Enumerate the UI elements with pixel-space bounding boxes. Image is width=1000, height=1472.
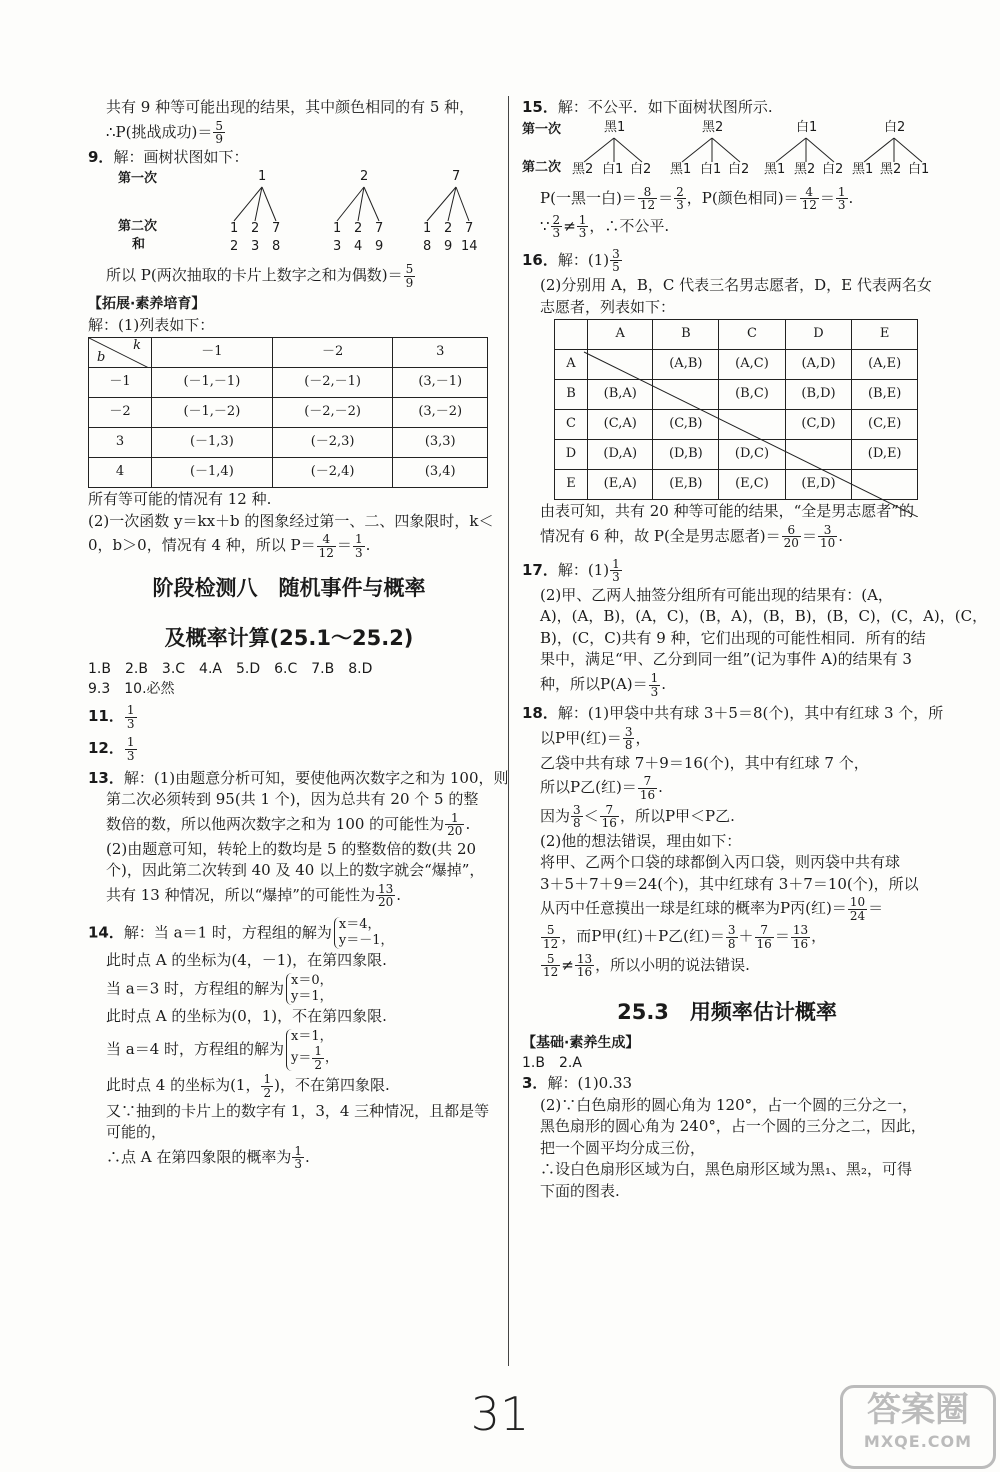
- answer-line: 1.B 2.B 3.C 4.A 5.D 6.C 7.B 8.D: [88, 660, 373, 677]
- tree-node: 黑2: [572, 161, 594, 177]
- tree-sum: 3: [251, 239, 260, 255]
- tree-node: 黑1: [604, 119, 626, 135]
- tree-node: 2: [360, 169, 369, 185]
- tree-label-first: 第一次: [118, 171, 158, 187]
- tree-diagram-9: [88, 169, 488, 261]
- fraction: $\frac{2}{3}$: [676, 184, 684, 213]
- equation-system: x＝1， y＝ $\frac{1}{2}$ ，: [286, 1029, 338, 1071]
- tree-node: 黑1: [764, 161, 786, 177]
- fraction: $\frac{1}{2}$: [263, 1072, 272, 1100]
- text-line: P(一黑一白)＝ $\frac{8}{12}$ ＝ $\frac{2}{3}$ ，P(颜色相同)＝ $\frac{4}{12}$ ＝ $\frac{1}{3}$ .: [540, 184, 854, 213]
- table-row: －2 (－1,－2) (－2,－2) (3,－2): [89, 398, 488, 428]
- text-line: 3＋5＋7＋9＝24(个)，其中红球有 3＋7＝10(个)，所以: [540, 874, 919, 893]
- answer-line: 9.3 10.必然: [88, 681, 175, 698]
- section-title: 25.3 用频率估计概率: [617, 999, 837, 1024]
- tree-node: 7: [452, 169, 461, 185]
- text-line: ∴点 A 在第四象限的概率为 $\frac{1}{3}$ .: [106, 1143, 310, 1172]
- fraction: $\frac{1}{3}$: [650, 670, 659, 699]
- fraction: $\frac{13}{16}$: [792, 923, 809, 951]
- text-line: 由表可知，共有 20 种等可能的结果，“全是男志愿者”的: [540, 502, 914, 521]
- tree-node: 黑1: [670, 161, 692, 177]
- text-line: (2)∵白色扇形的圆心角为 120°，占一个圆的三分之一，: [540, 1095, 918, 1114]
- fraction: $\frac{2}{3}$: [552, 212, 561, 241]
- tree-sum: 9: [375, 239, 384, 255]
- fraction: $\frac{4}{12}$: [318, 532, 334, 560]
- fraction: $\frac{5}{12}$: [543, 923, 559, 951]
- table-row: 4 (－1,4) (－2,4) (3,4): [89, 458, 488, 488]
- equation-system: x＝4， y＝－1，: [334, 917, 394, 950]
- fraction: $\frac{6}{20}$: [783, 522, 799, 551]
- table-diagonal: [554, 319, 918, 517]
- text-line: 第二次必须转到 95(共 1 个)，因为总共有 20 个 5 的整: [106, 790, 479, 809]
- table-header-cell: －1: [152, 338, 273, 368]
- question-9: 9．解：画树状图如下：: [88, 147, 249, 166]
- table-header-cell: －2: [272, 338, 393, 368]
- answer-line: 1.B 2.A: [522, 1055, 582, 1072]
- fraction: $\frac{3}{10}$: [819, 522, 836, 551]
- text-line: 可能的，: [106, 1123, 167, 1142]
- tree-label-sum: 和: [132, 237, 146, 253]
- fraction: $\frac{8}{12}$: [639, 184, 656, 213]
- text-line: ∴设白色扇形区域为白，黑色扇形区域为黑₁、黑₂，可得: [540, 1160, 913, 1179]
- text-line: $\frac{5}{12}$ ，而P甲(红)＋P乙(红)＝ $\frac{3}{8}$ ＋ $\frac{7}{16}$ ＝ $\frac{13}{16}$ ，: [543, 923, 827, 951]
- text-line: A)，(A，B)，(A，C)，(B，A)，(B，B)，(B，C)，(C，A)，(C，: [540, 607, 988, 626]
- tree-node: 1: [230, 221, 239, 237]
- tree-sum: 14: [461, 239, 478, 255]
- tree-node: 黑2: [794, 161, 816, 177]
- fraction: $\frac{13}{16}$: [576, 951, 593, 980]
- fraction: $\frac{5}{12}$: [543, 951, 559, 980]
- text-line: (2)他的想法错误，理由如下：: [540, 831, 742, 850]
- text-line: (2)一次函数 y＝kx＋b 的图象经过第一、二、四象限时，k＜: [88, 511, 494, 530]
- tree-node: 白1: [700, 161, 722, 177]
- section-label: 【基础·素养生成】: [522, 1035, 640, 1052]
- tree-label-second: 第二次: [522, 159, 562, 175]
- fraction: $\frac{5}{9}$: [405, 262, 414, 290]
- tree-node: 白2: [884, 119, 906, 135]
- text-line: (2)分别用 A，B，C 代表三名男志愿者，D，E 代表两名女: [540, 276, 932, 295]
- tree-sum: 4: [354, 239, 363, 255]
- tree-node: 白2: [630, 161, 652, 177]
- text-line: 解：(1)列表如下：: [88, 315, 215, 334]
- fraction: $\frac{10}{24}$: [849, 895, 866, 923]
- tree-node: 2: [251, 221, 260, 237]
- fraction: $\frac{1}{3}$: [837, 184, 846, 213]
- watermark-text: 答案圈: [867, 1390, 969, 1430]
- section-label: 【拓展·素养培育】: [88, 296, 206, 313]
- tree-sum: 3: [333, 239, 342, 255]
- tree-node: 白1: [796, 119, 818, 135]
- table-header-row: [89, 338, 488, 368]
- table-row: －1 (－1,－1) (－2,－1) (3,－1): [89, 368, 488, 398]
- text-line: (2)甲、乙两人抽签分组所有可能出现的结果有：(A，: [540, 585, 893, 604]
- tree-node: 白2: [728, 161, 750, 177]
- table-row: A (A,B) (A,C) (A,D) (A,E): [555, 350, 918, 380]
- fraction: $\frac{3}{8}$: [573, 802, 581, 831]
- question-15: 15．解：不公平．如下面树状图所示.: [522, 98, 773, 116]
- text-line: 因为 $\frac{3}{8}$ ＜ $\frac{7}{16}$ ，所以P甲＜P乙.: [540, 802, 735, 831]
- table-row: E (E,A) (E,B) (E,C) (E,D): [555, 470, 918, 500]
- tree-node: 7: [375, 221, 384, 237]
- table-row: 3 (－1,3) (－2,3) (3,3): [89, 428, 488, 458]
- fraction: $\frac{3}{8}$: [727, 923, 736, 951]
- tree-node: 7: [465, 221, 474, 237]
- fraction: $\frac{7}{16}$: [756, 923, 772, 951]
- question-16: 16．解：(1) $\frac{3}{5}$: [522, 246, 620, 275]
- tree-node: 1: [258, 169, 267, 185]
- table-header-cell: 3: [393, 338, 488, 368]
- tree-node: 白1: [602, 161, 624, 177]
- watermark-url: MXQE.COM: [863, 1432, 973, 1452]
- text-line: 0，b＞0，情况有 4 种，所以 P＝ $\frac{4}{12}$ ＝ $\frac{1}{3}$ .: [88, 532, 371, 560]
- text-line: 此时点 A 的坐标为(4，－1)，在第四象限.: [106, 951, 387, 970]
- text-line: ∴P(挑战成功)＝ $\frac{5}{9}$: [106, 118, 223, 147]
- text-line: 把一个圆平均分成三份，: [540, 1138, 706, 1157]
- fraction: $\frac{1}{3}$: [126, 703, 135, 731]
- question-14: 14．解：当 a＝1 时，方程组的解为 x＝4， y＝－1，: [88, 916, 394, 949]
- text-line: 所有等可能的情况有 12 种.: [88, 490, 272, 509]
- text-line: 此时点 4 的坐标为(1， $\frac{1}{2}$ )，不在第四象限.: [106, 1072, 390, 1100]
- fraction: $\frac{1}{3}$: [126, 735, 135, 763]
- tree-label-first: 第一次: [522, 121, 562, 137]
- fraction: $\frac{7}{16}$: [601, 802, 617, 831]
- text-line: 乙袋中共有球 7＋9＝16(个)，其中有红球 7 个，: [540, 753, 869, 772]
- question-11: 11． $\frac{1}{3}$: [88, 703, 135, 731]
- text-line: 情况有 6 种，故 P(全是男志愿者)＝ $\frac{6}{20}$ ＝ $\frac{3}{10}$ .: [540, 522, 844, 551]
- fraction: $\frac{4}{12}$: [801, 184, 817, 213]
- tree-node: 黑2: [880, 161, 902, 177]
- fraction: $\frac{1}{3}$: [294, 1143, 303, 1172]
- question-3: 3．解：(1)0.33: [522, 1074, 633, 1093]
- fraction: $\frac{7}{16}$: [639, 774, 656, 802]
- text-line: 黑色扇形的圆心角为 240°，占一个圆的三分之二，因此，: [540, 1117, 926, 1136]
- fraction: $\frac{1}{20}$: [447, 810, 463, 839]
- table-row: C (C,A) (C,B) (C,D) (C,E): [555, 410, 918, 440]
- fraction: $\frac{1}{3}$: [354, 532, 363, 560]
- right-column: [522, 96, 988, 1203]
- tree-node: 7: [272, 221, 281, 237]
- text-line: 所以P乙(红)＝ $\frac{7}{16}$ .: [540, 774, 663, 802]
- question-12: 12． $\frac{1}{3}$: [88, 735, 135, 763]
- text-line: 所以 P(两次抽取的卡片上数字之和为偶数)＝ $\frac{5}{9}$: [106, 262, 414, 290]
- text-line: (2)由题意可知，转轮上的数均是 5 的整数倍的数(共 20: [106, 839, 477, 858]
- table-volunteers-wrap: [554, 319, 918, 500]
- question-13: 13．解：(1)由题意分析可知，要使他两次数字之和为 100，则: [88, 768, 509, 787]
- table-row: D (D,A) (D,B) (D,C) (D,E): [555, 440, 918, 470]
- text-line: 当 a＝3 时，方程组的解为 x＝0， y＝1，: [106, 972, 333, 1005]
- text-line: 种，所以P(A)＝ $\frac{1}{3}$ .: [540, 670, 667, 699]
- text-line: 从丙中任意摸出一球是红球的概率为P丙(红)＝ $\frac{10}{24}$ ＝: [540, 895, 884, 923]
- tree-node: 白2: [822, 161, 844, 177]
- text-line: 又∵抽到的卡片上的数字有 1，3，4 三种情况，且都是等: [106, 1101, 490, 1120]
- section-subtitle: 及概率计算(25.1～25.2): [164, 625, 414, 650]
- text-line: 个)，因此第二次转到 40 及 40 以上的数字就会“爆掉”，: [106, 861, 485, 880]
- fraction: $\frac{1}{2}$: [314, 1044, 323, 1072]
- tree-node: 1: [333, 221, 342, 237]
- text-line: 以P甲(红)＝ $\frac{3}{8}$ ，: [540, 724, 651, 753]
- text-line: 共有 13 种情况，所以“爆掉”的可能性为 $\frac{13}{20}$ .: [106, 881, 402, 910]
- tree-node: 2: [354, 221, 363, 237]
- text-line: 数倍的数，所以他两次数字之和为 100 的可能性为 $\frac{1}{20}$ .: [106, 810, 471, 839]
- text-line: $\frac{5}{12}$ ≠ $\frac{13}{16}$ ，所以小明的说法错误.: [543, 951, 750, 980]
- fraction: $\frac{3}{8}$: [624, 724, 633, 753]
- tree-sum: 9: [444, 239, 453, 255]
- tree-sum: 2: [230, 239, 239, 255]
- tree-diagram-15: [522, 120, 932, 178]
- left-column: [88, 96, 509, 1173]
- text-line: 下面的图表.: [540, 1181, 620, 1200]
- table-row: B (B,A) (B,C) (B,D) (B,E): [555, 380, 918, 410]
- text-line: 果中，满足“甲、乙分到同一组”(记为事件 A)的结果有 3: [540, 650, 912, 669]
- text-line: 共有 9 种等可能出现的结果，其中颜色相同的有 5 种，: [106, 98, 475, 116]
- tree-node: 2: [444, 221, 453, 237]
- text-line: 此时点 A 的坐标为(0，1)，不在第四象限.: [106, 1007, 387, 1026]
- fraction: $\frac{1}{3}$: [578, 212, 587, 241]
- tree-label-second: 第二次: [118, 219, 158, 235]
- tree-sum: 8: [423, 239, 432, 255]
- tree-node: 1: [423, 221, 432, 237]
- tree-node: 黑1: [852, 161, 874, 177]
- question-17: 17．解：(1) $\frac{1}{3}$: [522, 556, 620, 585]
- column-divider: [508, 96, 509, 1366]
- page-number: 31: [470, 1387, 530, 1441]
- table-header-row: A B C D E: [555, 320, 918, 350]
- text-line: 志愿者，列表如下：: [540, 297, 676, 316]
- table-kb: [88, 337, 488, 488]
- fraction: $\frac{5}{9}$: [215, 118, 223, 147]
- diagonal-header-cell: k b: [89, 338, 152, 368]
- text-line: B)，(C，C)共有 9 种，它们出现的可能性相同．所有的结: [540, 628, 926, 647]
- tree-node: 白1: [908, 161, 930, 177]
- tree-node: 黑2: [702, 119, 724, 135]
- question-18: 18．解：(1)甲袋中共有球 3＋5＝8(个)，其中有红球 3 个，所: [522, 704, 944, 723]
- tree-sum: 8: [272, 239, 281, 255]
- watermark-logo: [840, 1385, 996, 1469]
- fraction: $\frac{1}{3}$: [612, 556, 620, 585]
- equation-system: x＝0， y＝1，: [286, 973, 333, 1006]
- section-title: 阶段检测八 随机事件与概率: [152, 576, 426, 601]
- text-line: 将甲、乙两个口袋的球都倒入丙口袋，则丙袋中共有球: [540, 853, 901, 872]
- fraction: $\frac{13}{20}$: [377, 881, 394, 910]
- fraction: $\frac{3}{5}$: [612, 246, 620, 275]
- text-line: 当 a＝4 时，方程组的解为 x＝1， y＝ $\frac{1}{2}$ ，: [106, 1028, 339, 1072]
- text-line: ∵ $\frac{2}{3}$ ≠ $\frac{1}{3}$ ，∴不公平.: [540, 212, 670, 241]
